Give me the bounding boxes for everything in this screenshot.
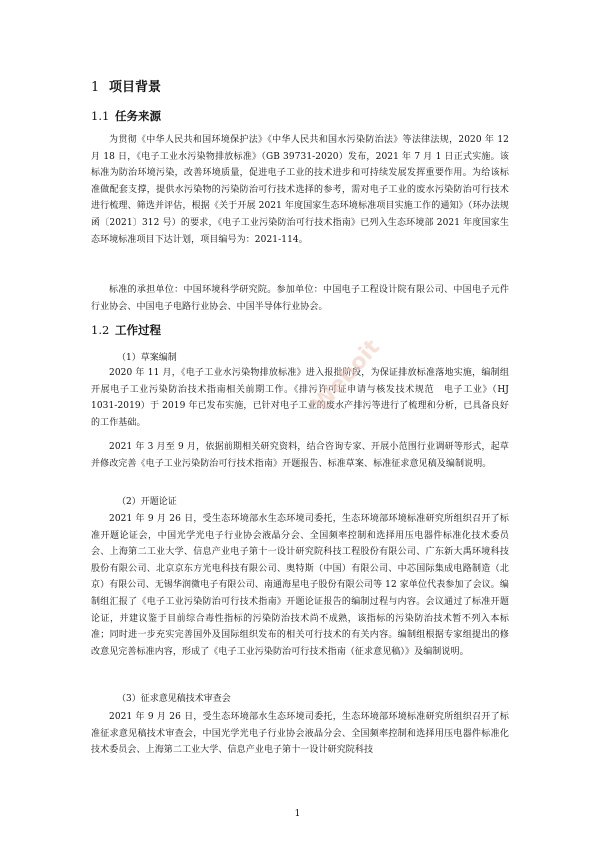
subsection-number: 1.1 <box>91 109 110 123</box>
page-number: 1 <box>294 809 301 819</box>
section-title: 项目背景 <box>109 80 162 95</box>
paragraph-review: 2021 年 9 月 26 日，受生态环境部水生态环境司委托，生态环境部环境标准研究所组织召开了标准征求意见稿技术审查会，中国光学光电子行业协会液晶分会、全国频率控制和选择用压电器件标准化技术委员会、上海第二工业大学、信息产业电子第十一设计研究院科技 <box>91 712 509 756</box>
subsection-title: 工作过程 <box>115 323 161 337</box>
paragraph-draft-2: 2021 年 3 月至 9 月，依据前期相关研究资料，结合咨询专家、开展小范围行业调研等形式，起草并修改完善《电子工业污染防治可行技术指南》开题报告、标准草案、标准征求意见稿及编制说明。 <box>91 442 509 469</box>
subsection-heading-1-1 <box>91 108 161 124</box>
step-heading-draft: （1）草案编制 <box>117 353 177 363</box>
subsection-number: 1.2 <box>91 323 110 337</box>
paragraph-participants: 标准的承担单位：中国环境科学研究院。参加单位：中国电子工程设计院有限公司、中国电子元件行业协会、中国电子电路行业协会、中国半导体行业协会。 <box>91 285 509 312</box>
subsection-title: 任务来源 <box>115 109 161 123</box>
paragraph-draft-1: 2020 年 11 月，《电子工业水污染物排放标准》进入报批阶段，为保证排放标准落地实施，编制组开展电子工业污染防治技术指南相关前期工作。《排污许可证申请与核发技术规范 电子工业》（HJ 1031-2019）于 2019 年已发布实施，已针对电子工业的废水产排污等进行了梳理和分析，已具备良好的工作基础。 <box>91 368 509 428</box>
paragraph-task-source: 为贯彻《中华人民共和国环境保护法》《中华人民共和国水污染防治法》等法律法规，2020 年 12 月 18 日，《电子工业水污染物排放标准》（GB 39731-2020）发布，2021 年 7 月 1 日正式实施。该标准为防治环境污染，改善环境质量，促进电子工业的技术进步和可持续发展发挥重要作用。为给该标准做配套支撑，提供水污染物的污染防治可行技术选择的参考，需对电子工业的废水污染防治可行技术进行梳理、筛选并评估，根据《关于开展 2021 年度国家生态环境标准项目实施工作的通知》（环办法规函〔2021〕312 号）的要求，《电子工业污染防治可行技术指南》已列入生态环境部 2021 年度国家生态环境标准项目下达计划，项目编号为：2021-114。 <box>91 135 509 245</box>
subsection-heading-1-2 <box>91 322 161 338</box>
step-heading-proposal: （2）开题论证 <box>117 497 177 507</box>
watermark: Weboit <box>308 335 386 417</box>
section-number: 1 <box>91 80 100 95</box>
section-heading <box>91 76 161 95</box>
paragraph-proposal: 2021 年 9 月 26 日，受生态环境部水生态环境司委托，生态环境部环境标准研究所组织召开了标准开题论证会，中国光学光电子行业协会液晶分会、全国频率控制和选择用压电器件标准化技术委员会、上海第二工业大学、信息产业电子第十一设计研究院科技工程股份有限公司、广东新大禹环境科技股份有限公司、北京京东方光电科技有限公司、奥特斯（中国）有限公司、中芯国际集成电路制造（北京）有限公司、无锡华润微电子有限公司、南通海星电子股份有限公司等 12 家单位代表参加了会议。编制组汇报了《电子工业污染防治可行技术指南》开题论证报告的编制过程与内容。会议通过了标准开题论证，并建议鉴于目前综合毒性指标的污染防治技术尚不成熟，该指标的污染防治技术暂不列入本标准；同时进一步充实完善国外及国际组织发布的相关可行技术的有关内容。编制组根据专家组提出的修改意见完善标准内容，形成了《电子工业污染防治可行技术指南（征求意见稿）》及编制说明。 <box>91 514 509 657</box>
step-heading-review: （3）征求意见稿技术审查会 <box>117 694 231 704</box>
